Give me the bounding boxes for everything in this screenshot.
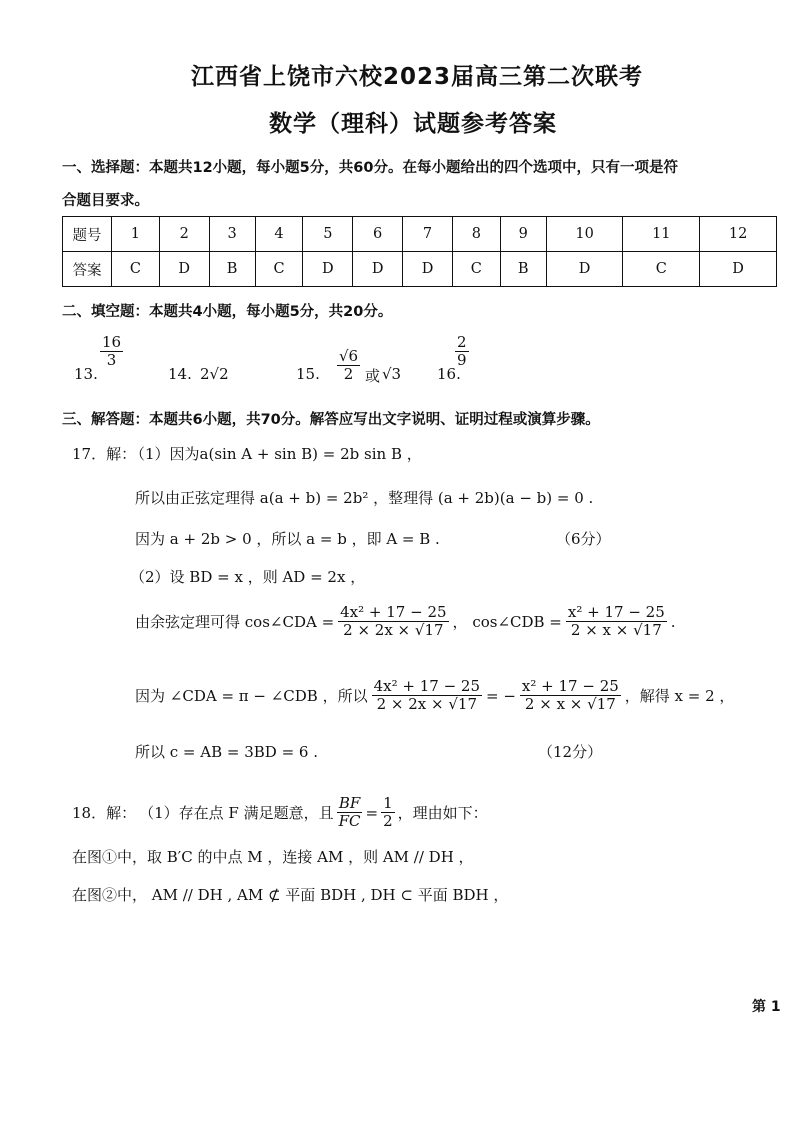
question-number: 10 — [546, 217, 623, 252]
q13-number: 13. — [74, 365, 98, 383]
question-number: 2 — [159, 217, 209, 252]
cos-cda-numerator: 4x² + 17 − 25 — [340, 603, 447, 621]
title-line-1: 江西省上饶市六校2023届高三第二次联考 — [191, 64, 644, 90]
p17-line-5-end: . — [670, 612, 676, 631]
q16-denominator: 9 — [457, 351, 467, 370]
q15-answer-fraction — [337, 348, 360, 384]
answer-cell: B — [500, 252, 546, 287]
p17-line-5 — [135, 604, 676, 640]
q16-numerator: 2 — [457, 333, 467, 351]
p18-line-2: 在图①中，取 B′C 的中点 M ，连接 AM ，则 AM // DH ， — [72, 848, 474, 866]
answer-cell: C — [623, 252, 700, 287]
cos-cdb-fraction — [566, 604, 667, 640]
answer-cell: C — [255, 252, 303, 287]
p18-line-1 — [72, 795, 488, 831]
answer-cell: C — [452, 252, 500, 287]
q16-answer-fraction — [455, 334, 469, 370]
bf-numerator: BF — [337, 795, 363, 813]
p17-line-5-mid: ， cos∠CDB = — [452, 613, 562, 632]
eq-left-numerator: 4x² + 17 − 25 — [373, 677, 481, 695]
cos-cda-denominator: 2 × 2x × √17 — [343, 621, 444, 640]
eq-right-fraction — [520, 678, 621, 714]
question-number: 3 — [209, 217, 255, 252]
cos-cda-fraction — [338, 604, 448, 640]
bf-fc-fraction — [337, 795, 363, 831]
section3-intro: 三、解答题：本题共6小题，共70分。解答应写出文字说明、证明过程或演算步骤。 — [62, 412, 600, 428]
q15-denominator: 2 — [343, 365, 354, 384]
answer-cell: D — [159, 252, 209, 287]
row-label-question: 题号 — [63, 217, 112, 252]
half-fraction — [381, 795, 395, 831]
p17-label: 17．解： — [72, 445, 137, 463]
question-number: 9 — [500, 217, 546, 252]
eq-left-fraction — [372, 678, 482, 714]
q15-alt-answer: √3 — [382, 365, 402, 383]
answer-cell: C — [112, 252, 160, 287]
answer-cell: B — [209, 252, 255, 287]
p17-line-4: （2）设 BD = x ，则 AD = 2x ， — [130, 568, 366, 586]
title-line-2: 数学（理科）试题参考答案 — [269, 111, 557, 137]
question-number: 8 — [452, 217, 500, 252]
p18-line-1-equals: = — [365, 803, 379, 822]
cos-cdb-numerator: x² + 17 − 25 — [567, 603, 665, 621]
cos-cdb-denominator: 2 × x × √17 — [570, 621, 662, 640]
q13-numerator: 16 — [102, 333, 122, 351]
section1-intro-line-1: 一、选择题：本题共12小题，每小题5分，共60分。在每小题给出的四个选项中，只有一项是符 — [62, 160, 678, 176]
half-numerator: 1 — [383, 794, 393, 812]
question-number-row — [63, 217, 777, 252]
p17-line-6 — [135, 678, 734, 714]
answer-cell: D — [403, 252, 453, 287]
question-number: 1 — [112, 217, 160, 252]
eq-right-numerator: x² + 17 − 25 — [521, 677, 619, 695]
row-label-answer: 答案 — [63, 252, 112, 287]
question-number: 5 — [303, 217, 353, 252]
p17-line-5-prefix: 由余弦定理可得 cos∠CDA = — [135, 613, 335, 632]
p18-label: 18．解： — [72, 804, 137, 823]
q14-answer: 2√2 — [200, 365, 229, 383]
p17-line-1: （1）因为a(sin A + sin B) = 2b sin B ， — [130, 445, 422, 463]
answer-cell: D — [303, 252, 353, 287]
section1-intro-line-2: 合题目要求。 — [62, 193, 149, 209]
answer-row — [63, 252, 777, 287]
q15-or: 或 — [365, 367, 381, 385]
p17-line-6-equals: = − — [486, 686, 516, 705]
half-denominator: 2 — [383, 812, 393, 831]
p17-score-1: （6分） — [556, 530, 611, 548]
p18-line-3: 在图②中， AM // DH , AM ⊄ 平面 BDH , DH ⊂ 平面 BDH ， — [72, 886, 509, 904]
q14-number: 14. — [168, 365, 192, 383]
answer-cell: D — [700, 252, 777, 287]
question-number: 11 — [623, 217, 700, 252]
eq-left-denominator: 2 × 2x × √17 — [376, 695, 478, 714]
fc-denominator: FC — [338, 812, 361, 831]
eq-right-denominator: 2 × x × √17 — [524, 695, 616, 714]
question-number: 7 — [403, 217, 453, 252]
question-number: 6 — [353, 217, 403, 252]
q13-denominator: 3 — [106, 351, 117, 370]
q15-number: 15. — [296, 365, 320, 383]
question-number: 12 — [700, 217, 777, 252]
p17-line-6-prefix: 因为 ∠CDA = π − ∠CDB ，所以 — [135, 687, 368, 706]
p18-line-1-end: ，理由如下： — [397, 804, 488, 823]
page-number: 第 1 — [752, 999, 781, 1015]
p17-line-7: 所以 c = AB = 3BD = 6 . — [135, 743, 319, 761]
section2-intro: 二、填空题：本题共4小题，每小题5分，共20分。 — [62, 304, 393, 320]
q13-answer-fraction — [100, 334, 123, 370]
p17-line-6-end: ，解得 x = 2 ， — [624, 687, 735, 706]
p17-line-3: 因为 a + 2b > 0 ，所以 a = b ，即 A = B . — [135, 530, 440, 548]
answer-cell: D — [353, 252, 403, 287]
q16-number: 16. — [437, 365, 461, 383]
p17-line-2: 所以由正弦定理得 a(a + b) = 2b² ，整理得 (a + 2b)(a − b) = 0 . — [135, 489, 594, 507]
p17-score-2: （12分） — [538, 743, 603, 761]
q15-numerator: √6 — [339, 347, 359, 365]
question-number: 4 — [255, 217, 303, 252]
answer-cell: D — [546, 252, 623, 287]
p18-line-1-prefix: （1）存在点 F 满足题意，且 — [139, 804, 334, 823]
answer-table — [62, 216, 777, 287]
